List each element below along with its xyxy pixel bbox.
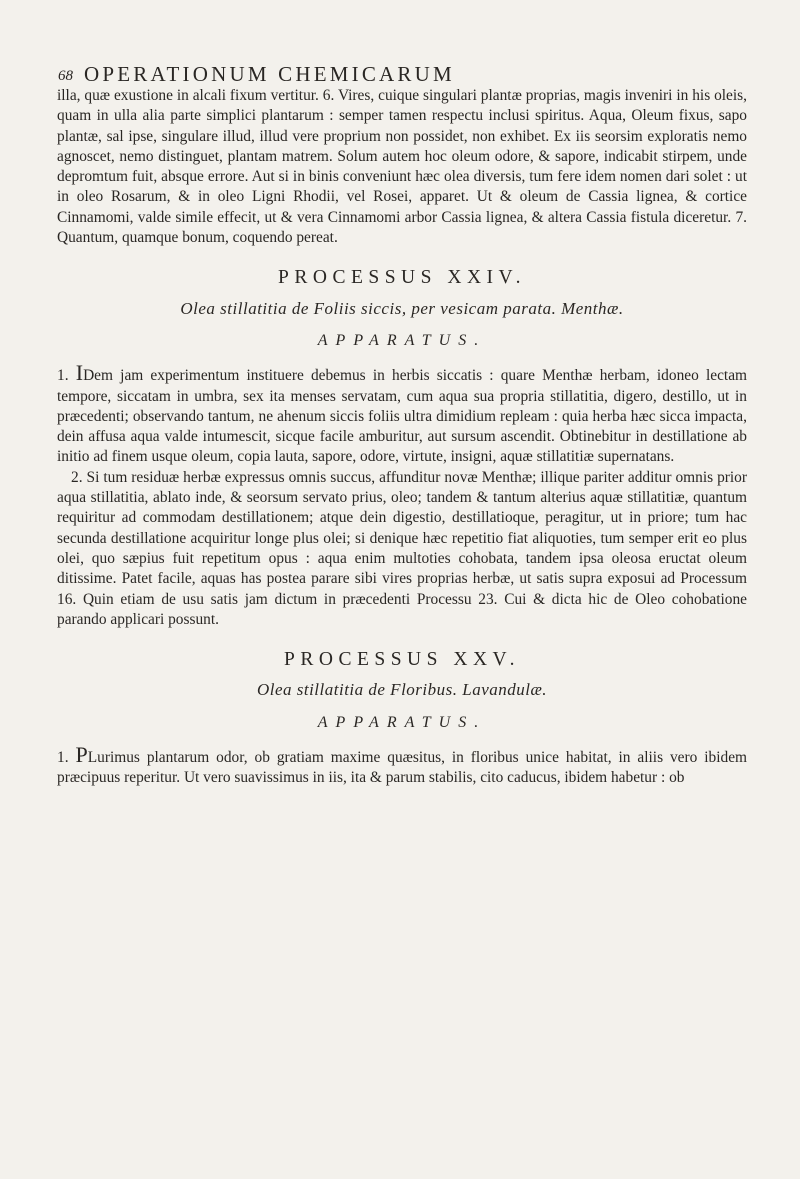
paragraph-number: 2. [71,468,83,486]
paragraph-number: 1. [57,367,69,385]
process-24-title: PROCESSUS XXIV. [278,267,526,289]
paragraph-text: Lurimus plantarum odor, ob gratiam maxime quæsitus, in floribus unice habitat, in aliis vero ibidem præcipuus reperitur. Ut vero suavissimus in iis, ita & parum stabilis, cito caducus, ibidem habetur : ob [57,749,747,787]
page-body [57,86,747,789]
running-title: OPERATIONUM CHEMICARUM [84,62,455,86]
process-24-paragraph-2 [57,468,747,630]
paragraph-text: Dem jam experimentum instituere debemus in herbis siccatis : quare Menthæ herbam, idoneo lectam tempore, siccatam in umbra, sex ita menses servatam, cum aqua sua propria stillatitia, digero, destillo, ut in præcedenti; observando tantum, ne ahenum siccis foliis ultra dimidium repleam : quia herba hæc sicca impacta, dein affusa aqua valde intumescit, sicque facile amburitur, aut sursum ascendit. Obtinebitur in destillatione ab initio ad finem usque oleum, copia lauta, sapore, odore, virtute, insigni, aquæ stillatitiæ supernatans. [57,367,747,466]
drop-cap: I [75,360,84,386]
process-24-paragraph-1 [57,360,747,467]
process-24-apparatus-heading: APPARATUS. [317,331,487,349]
intro-paragraph: illa, quæ exustione in alcali fixum vertitur. 6. Vires, cuique singulari plantæ proprias, magis inveniri in his oleis, quam in ulla alia parte simplici plantarum : semper tamen respectu inclusi spiritus. Aqua, Oleum fixus, sapo plantæ, sal ipse, singulare illud, illud vere proprium non possidet, non exhibet. Ex iis seorsim exploratis nemo agnoscet, nemo distinguet, plantam matrem. Solum autem hoc oleum odore, & sapore, indicabit stirpem, unde depromtum fuit, absque errore. Aut si in binis conveniunt hæc olea diversis, tum fere idem nomen dari solet : ut in oleo Rosarum, & in oleo Ligni Rhodii, vel Rosei, apparet. Ut & oleum de Cassia lignea, & cortice Cinnamomi, valde simile effecit, ut & vera Cinnamomi arbor Cassia lignea, & altera Cassia fistula diceretur. 7. Quantum, quamque bonum, coquendo pereat. [57,87,747,247]
process-25-apparatus-heading: APPARATUS. [317,713,487,731]
paragraph-text: Si tum residuæ herbæ expressus omnis succus, affunditur novæ Menthæ; illique pariter additur omnis prior aqua stillatitia, ablato inde, & seorsum servato prius, oleo; tandem & tantum alterius aquæ stillatitiæ, quantum requiritur ad commodam destillationem; atque dein digestio, destillatioque, peragitur, ut in priore; tum hac secunda destillatione acquiritur longe plus olei; si denique hæc repetitio fiat aliquoties, tum semper erit eo plus olei, quo sæpius fuit repetitum opus : aqua enim multoties cohobata, tandem ipsa oleosa eructat oleum ditissime. Patet facile, aquas has postea parare sibi vires proprias herbæ, ut satis supra exposui ad Processum 16. Quin etiam de usu satis jam dictum in præcedenti Processu 23. Cui & dicta hic de Oleo cohobatione parando applicari possunt. [57,468,747,628]
drop-cap: P [75,742,88,768]
process-24-subtitle: Olea stillatitia de Foliis siccis, per vesicam parata. Menthæ. [180,298,624,318]
paragraph-number: 1. [57,749,69,767]
page-header [58,62,743,88]
process-25-subtitle: Olea stillatitia de Floribus. Lavandulæ. [256,680,548,700]
process-25-paragraph-1 [57,742,747,789]
process-25-title: PROCESSUS XXV. [284,649,520,671]
page-number: 68 [58,68,73,84]
